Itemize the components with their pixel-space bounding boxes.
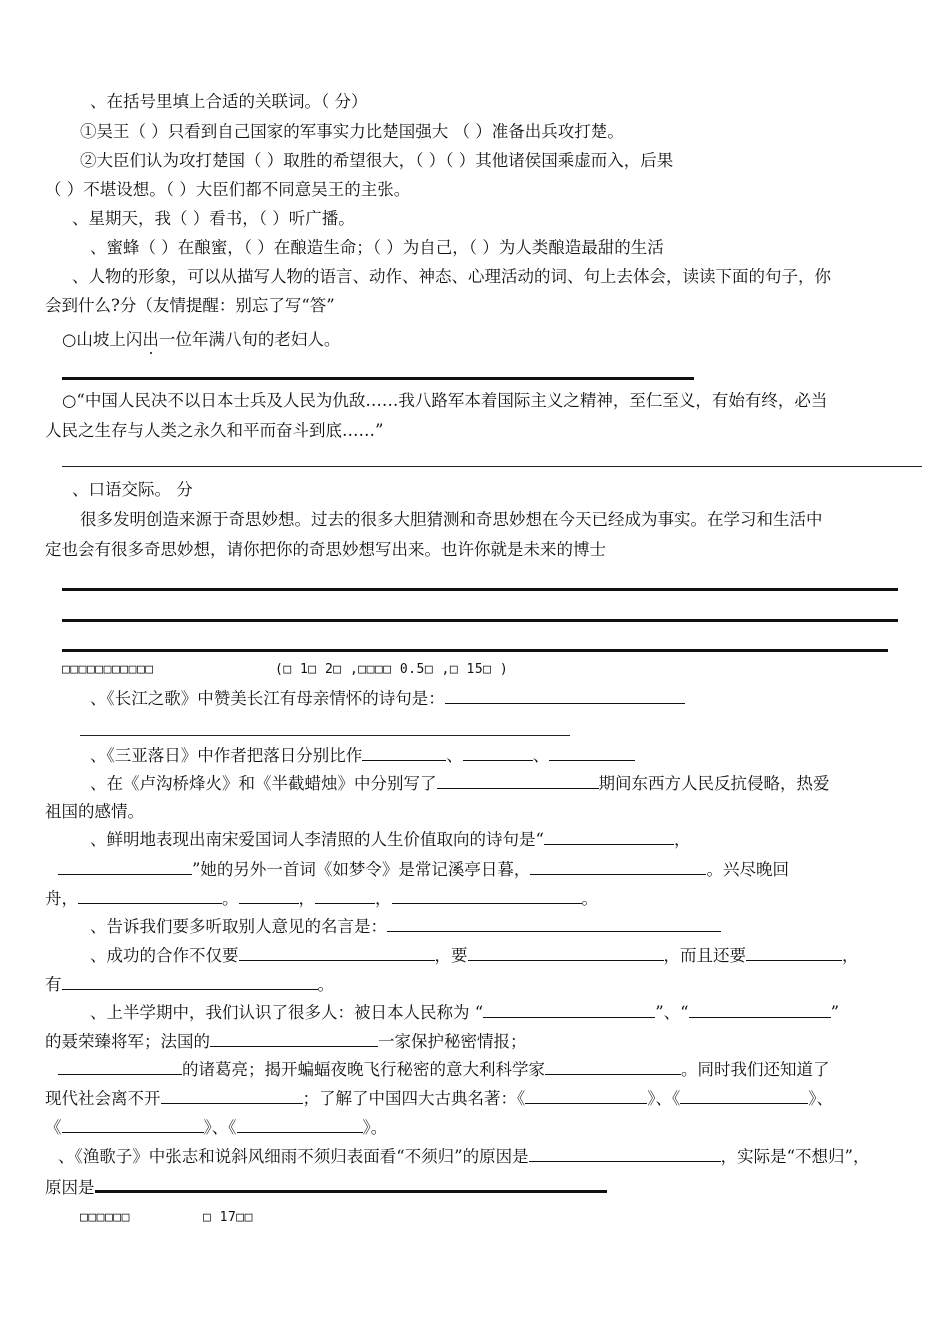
blank[interactable] xyxy=(445,689,685,704)
blank[interactable] xyxy=(549,746,635,761)
sentence-item: ○山坡上闪出一位年满八旬的老妇人。 xyxy=(62,330,341,349)
sentence-item: ○“中国人民决不以日本士兵及人民为仇敌……我八路军本着国际主义之精神，至仁至义，有始有终，必当 xyxy=(62,391,828,410)
blank[interactable] xyxy=(387,917,721,932)
answer-line[interactable] xyxy=(62,377,694,380)
question-line: 、《渔歌子》中张志和说斜风细雨不须归表面看“不须归”的原因是 ，实际是“不想归”， xyxy=(58,1147,870,1166)
question-line: 的聂荣臻将军；法国的 一家保护秘密情报； xyxy=(45,1032,527,1051)
blank[interactable] xyxy=(437,774,599,789)
question-line: ②大臣们认为攻打楚国（ ）取胜的希望很大，（ ）（ ）其他诸侯国乘虚而入，后果 xyxy=(80,151,674,170)
blank[interactable] xyxy=(483,1003,655,1018)
answer-line[interactable] xyxy=(80,735,570,736)
blank[interactable] xyxy=(58,1060,182,1075)
question-line: 、告诉我们要多听取别人意见的名言是： xyxy=(90,917,721,937)
blank[interactable] xyxy=(530,860,706,875)
answer-line[interactable] xyxy=(62,649,888,652)
question-line: 、《长江之歌》中赞美长江有母亲情怀的诗句是： xyxy=(90,689,685,709)
blank[interactable] xyxy=(62,1118,204,1133)
blank[interactable] xyxy=(315,889,375,904)
blank[interactable] xyxy=(680,1089,808,1104)
blank[interactable] xyxy=(239,889,299,904)
question-line: 祖国的感情。 xyxy=(45,802,144,821)
blank[interactable] xyxy=(468,946,664,961)
blank[interactable] xyxy=(95,1176,607,1193)
blank[interactable] xyxy=(392,889,582,904)
question-line: 原因是 xyxy=(45,1176,607,1198)
blank[interactable] xyxy=(545,1060,681,1075)
question-line: ①吴王（ ）只看到自己国家的军事实力比楚国强大 （ ）准备出兵攻打楚。 xyxy=(80,122,624,141)
question-line: 会到什么?分（友情提醒：别忘了写“答” xyxy=(45,296,335,315)
blank[interactable] xyxy=(544,830,674,845)
question-line: （ ）不堪设想。（ ）大臣们都不同意吴王的主张。 xyxy=(45,180,411,199)
blank[interactable] xyxy=(237,1118,363,1133)
question-line: 很多发明创造来源于奇思妙想。过去的很多大胆猜测和奇思妙想在今天已经成为事实。在学习和生活中 xyxy=(80,510,823,529)
question-line: 《 》、《 》。 xyxy=(45,1118,388,1137)
blank[interactable] xyxy=(58,860,192,875)
emphasis-dot xyxy=(150,352,152,354)
question-line: 、星期天，我（ ）看书，（ ）听广播。 xyxy=(72,209,355,228)
blank[interactable] xyxy=(746,946,842,961)
question-line: 有 。 xyxy=(45,975,334,994)
blank[interactable] xyxy=(62,975,318,990)
question-line: 的诸葛亮；揭开蝙蝠夜晚飞行秘密的意大利科学家 。同时我们还知道了 xyxy=(58,1060,830,1080)
section-scoring: □ 17□□ xyxy=(203,1210,253,1225)
blank[interactable] xyxy=(463,746,533,761)
question-line: 定也会有很多奇思妙想，请你把你的奇思妙想写出来。也许你就是未来的博士 xyxy=(45,540,606,559)
blank[interactable] xyxy=(161,1089,303,1104)
blank[interactable] xyxy=(362,746,446,761)
blank[interactable] xyxy=(529,1147,721,1162)
blank[interactable] xyxy=(689,1003,831,1018)
question-line: 、成功的合作不仅要 ，要 ，而且还要 ， xyxy=(90,946,859,965)
question-line: 人民之生存与人类之永久和平而奋斗到底……” xyxy=(45,421,384,440)
blank[interactable] xyxy=(239,946,435,961)
blank[interactable] xyxy=(210,1032,378,1047)
question-line: 、上半学期中，我们认识了很多人：被日本人民称为 “ ”、“ ” xyxy=(90,1003,839,1022)
question-line: 、《三亚落日》中作者把落日分别比作 、 、 xyxy=(90,746,635,766)
answer-line[interactable] xyxy=(62,619,898,622)
section-heading: □□□□□□ xyxy=(80,1210,130,1225)
question-line: 舟， 。 ， ， 。 xyxy=(45,889,598,908)
blank[interactable] xyxy=(78,889,222,904)
question-character: 、人物的形象，可以从描写人物的语言、动作、神态、心理活动的词、句上去体会，读读下面的句子，你 xyxy=(72,267,831,286)
answer-line[interactable] xyxy=(62,588,898,591)
question-line: 现代社会离不开 ；了解了中国四大古典名著：《 》、《 》、 xyxy=(45,1089,833,1108)
question-line: 、蜜蜂（ ）在酿蜜，（ ）在酿造生命；（ ）为自己，（ ）为人类酿造最甜的生活 xyxy=(90,238,664,257)
blank[interactable] xyxy=(525,1089,647,1104)
question-conjunctions: 、在括号里填上合适的关联词。（ 分） xyxy=(90,92,368,111)
section-scoring: (□ 1□ 2□ ,□□□□ 0.5□ ,□ 15□ ) xyxy=(275,662,509,677)
question-speaking: 、口语交际。 分 xyxy=(72,480,193,499)
question-line: 、鲜明地表现出南宋爱国词人李清照的人生价值取向的诗句是“ ， xyxy=(90,830,691,849)
question-line: ”她的另外一首词《如梦令》是常记溪亭日暮， 。兴尽晚回 xyxy=(58,860,789,880)
answer-line[interactable] xyxy=(62,466,922,467)
question-line: 、在《卢沟桥烽火》和《半截蜡烛》中分别写了 期间东西方人民反抗侵略，热爱 xyxy=(90,774,830,793)
section-heading: □□□□□□□□□□□ xyxy=(62,662,154,677)
